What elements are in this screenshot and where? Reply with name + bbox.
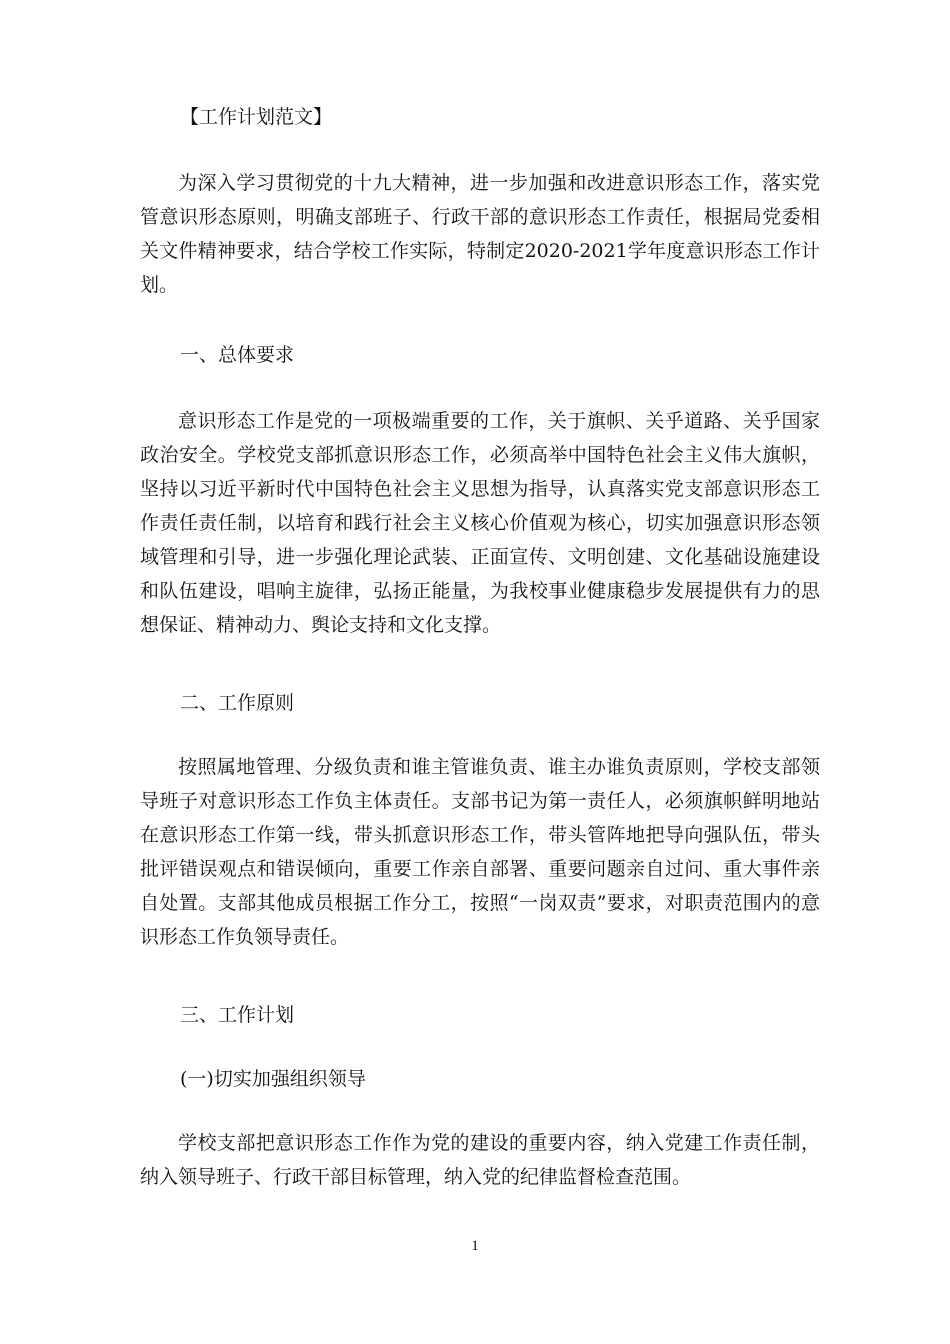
document-title: 【工作计划范文】 — [180, 106, 333, 128]
page-number: 1 — [471, 1238, 479, 1254]
section-body-overall-requirements: 意识形态工作是党的一项极端重要的工作，关于旗帜、关乎道路、关乎国家政治安全。学校党支部抓意识形态工作，必须高举中国特色社会主义伟大旗帜，坚持以习近平新时代中国特色社会主义思想为指导，认真落实党支部意识形态工作责任责任制，以培育和践行社会主义核心价值观为核心，切实加强意识形态领域管理和引导，进一步强化理论武装、正面宣传、文明创建、文化基础设施建设和队伍建设，唱响主旋律，弘扬正能量，为我校事业健康稳步发展提供有力的思想保证、精神动力、舆论支持和文化支撑。 — [140, 410, 820, 636]
subsection-heading-organization: (一)切实加强组织领导 — [180, 1068, 366, 1090]
intro-paragraph: 为深入学习贯彻党的十九大精神，进一步加强和改进意识形态工作，落实党管意识形态原则，明确支部班子、行政干部的意识形态工作责任，根据局党委相关文件精神要求，结合学校工作实际，特制定2020-2021学年度意识形态工作计划。 — [140, 172, 820, 296]
section-heading-work-plan: 三、工作计划 — [180, 1004, 295, 1026]
section-heading-overall-requirements: 一、总体要求 — [180, 344, 295, 366]
section-body-work-principles: 按照属地管理、分级负责和谁主管谁负责、谁主办谁负责原则，学校支部领导班子对意识形态工作负主体责任。支部书记为第一责任人，必须旗帜鲜明地站在意识形态工作第一线，带头抓意识形态工作，带头管阵地把导向强队伍，带头批评错误观点和错误倾向，重要工作亲自部署、重要问题亲自过问、重大事件亲自处置。支部其他成员根据工作分工，按照“一岗双责”要求，对职责范围内的意识形态工作负领导责任。 — [140, 756, 820, 948]
section-heading-work-principles: 二、工作原则 — [180, 692, 295, 714]
subsection-body-organization: 学校支部把意识形态工作作为党的建设的重要内容，纳入党建工作责任制，纳入领导班子、行政干部目标管理，纳入党的纪律监督检查范围。 — [140, 1132, 820, 1188]
